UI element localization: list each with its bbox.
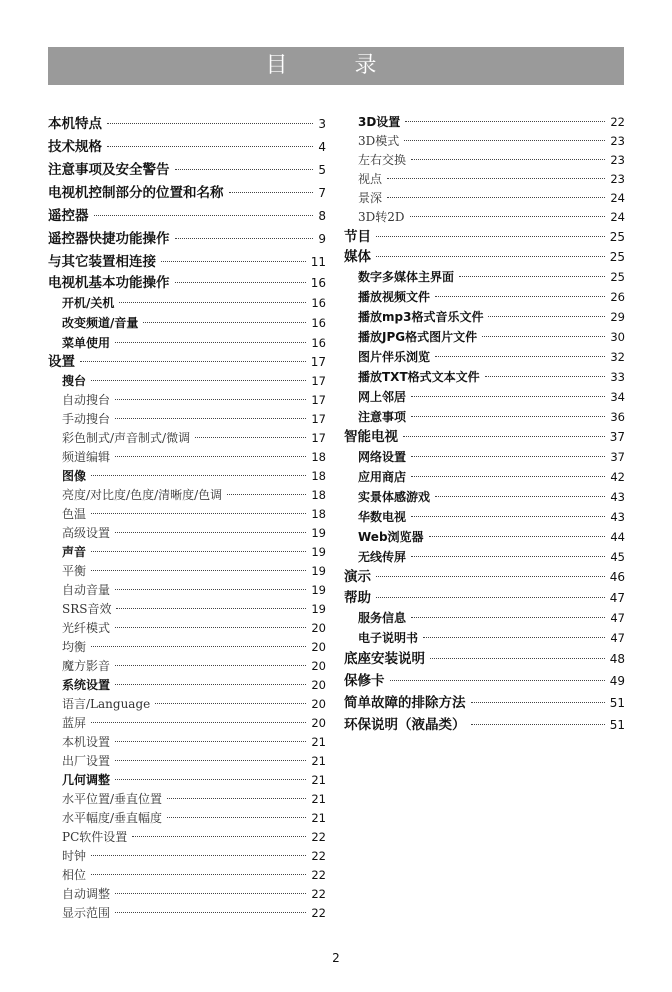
toc-entry-page: 20 [311,716,326,730]
toc-entry-page: 25 [609,230,625,244]
toc-entry-title: 改变频道/音量 [62,316,139,330]
toc-leader-dots [91,722,306,723]
toc-entry [344,628,625,648]
toc-leader-dots [376,597,605,598]
toc-entry [48,695,326,714]
toc-leader-dots [429,536,606,537]
toc-entry [48,809,326,828]
toc-entry-page: 11 [310,255,326,269]
toc-entry-title: 应用商店 [358,470,407,484]
toc-entry-page: 22 [311,887,326,901]
toc-entry-title: 几何调整 [62,773,111,787]
toc-leader-dots [115,893,306,894]
toc-entry-page: 42 [610,470,625,484]
toc-entry [48,182,326,205]
toc-entry [344,507,625,527]
toc-entry-title: 设置 [48,354,75,370]
toc-leader-dots [115,399,306,400]
toc-leader-dots [115,342,306,343]
toc-entry-page: 19 [311,583,326,597]
toc-entry-title: 光纤模式 [62,621,111,635]
toc-entry-page: 22 [311,868,326,882]
toc-entry-page: 22 [311,906,326,920]
toc-leader-dots [115,779,306,780]
toc-entry-page: 19 [311,545,326,559]
toc-entry-page: 34 [610,390,625,404]
toc-entry [344,347,625,367]
toc-entry [344,208,625,227]
toc-entry-title: 自动搜台 [62,393,111,407]
toc-entry-title: 本机特点 [48,116,102,132]
toc-entry [344,670,625,692]
toc-entry-title: 亮度/对比度/色度/清晰度/色调 [62,488,223,502]
toc-leader-dots [227,494,306,495]
toc-leader-dots [411,617,605,618]
toc-leader-dots [411,456,605,457]
toc-entry-title: 底座安装说明 [344,651,425,667]
toc-entry [48,274,326,293]
toc-leader-dots [376,256,605,257]
toc-entry [48,562,326,581]
toc-entry-title: 遥控器快捷功能操作 [48,231,170,247]
toc-entry [48,353,326,372]
toc-leader-dots [411,396,605,397]
toc-entry-page: 18 [311,488,326,502]
toc-entry-title: 均衡 [62,640,87,654]
toc-leader-dots [435,356,605,357]
toc-entry [48,136,326,159]
toc-entry-title: 声音 [62,545,87,559]
toc-entry-page: 20 [311,640,326,654]
toc-entry-page: 22 [610,115,625,129]
toc-entry [344,227,625,248]
toc-entry-title: 出厂设置 [62,754,111,768]
toc-entry-page: 30 [610,330,625,344]
toc-entry-page: 16 [311,296,326,310]
toc-title-banner: 目 录 [48,47,624,85]
toc-entry-page: 19 [311,602,326,616]
toc-entry [48,313,326,333]
toc-entry-page: 49 [609,674,625,688]
toc-leader-dots [482,336,605,337]
toc-entry-title: 环保说明（液晶类） [344,717,466,733]
toc-entry-title: 与其它装置相连接 [48,254,156,270]
toc-entry [48,885,326,904]
toc-leader-dots [91,646,306,647]
toc-entry [48,543,326,562]
toc-entry-title: 注意事项及安全警告 [48,162,170,178]
toc-entry [344,407,625,427]
toc-leader-dots [410,216,606,217]
toc-leader-dots [411,556,605,557]
toc-entry-page: 4 [318,140,326,154]
toc-entry-page: 21 [311,811,326,825]
toc-entry [48,251,326,274]
toc-entry-page: 24 [610,191,625,205]
toc-entry-title: 图像 [62,469,87,483]
toc-entry [344,447,625,467]
toc-entry-page: 47 [609,591,625,605]
toc-leader-dots [91,475,306,476]
toc-leader-dots [411,516,605,517]
toc-entry [48,828,326,847]
toc-entry-page: 47 [610,631,625,645]
toc-entry-page: 17 [311,412,326,426]
toc-entry-page: 3 [318,117,326,131]
toc-entry-title: 系统设置 [62,678,111,692]
toc-entry-title: 语言/Language [62,697,151,711]
toc-entry [48,505,326,524]
toc-entry-page: 19 [311,526,326,540]
toc-leader-dots [423,637,605,638]
toc-leader-dots [115,418,306,419]
toc-entry-title: 电视机基本功能操作 [48,275,170,291]
toc-entry [48,524,326,543]
toc-entry-page: 9 [318,232,326,246]
toc-entry-page: 37 [609,430,625,444]
toc-entry [344,588,625,608]
toc-leader-dots [116,608,306,609]
toc-entry-title: 网络设置 [358,450,407,464]
toc-leader-dots [376,236,605,237]
toc-entry-title: 水平位置/垂直位置 [62,792,163,806]
toc-entry-title: 视点 [358,172,383,186]
toc-entry-title: 播放mp3格式音乐文件 [358,310,484,324]
toc-leader-dots [91,380,306,381]
toc-leader-dots [471,702,605,703]
toc-entry-title: 景深 [358,191,383,205]
toc-leader-dots [143,322,306,323]
toc-leader-dots [94,215,314,216]
toc-entry-page: 43 [610,510,625,524]
toc-entry-page: 5 [318,163,326,177]
toc-entry-page: 23 [610,153,625,167]
toc-entry-title: 时钟 [62,849,87,863]
toc-entry-title: 电子说明书 [358,631,419,645]
toc-entry-title: 自动音量 [62,583,111,597]
toc-entry [48,333,326,353]
toc-leader-dots [459,276,605,277]
toc-entry [48,293,326,313]
toc-leader-dots [161,261,306,262]
toc-column-right [344,113,625,736]
toc-entry [48,676,326,695]
toc-entry [48,866,326,885]
toc-entry-title: 播放视频文件 [358,290,431,304]
toc-leader-dots [91,551,306,552]
toc-entry-page: 25 [609,250,625,264]
toc-entry [48,790,326,809]
toc-entry [344,608,625,628]
toc-leader-dots [175,169,314,170]
toc-entry-page: 26 [610,290,625,304]
toc-leader-dots [107,123,313,124]
toc-entry [48,391,326,410]
toc-entry-title: 自动调整 [62,887,111,901]
toc-entry [48,733,326,752]
toc-entry [48,113,326,136]
toc-entry [344,287,625,307]
toc-entry-title: 遥控器 [48,208,89,224]
toc-entry-title: 显示范围 [62,906,111,920]
toc-leader-dots [115,627,306,628]
toc-entry [344,527,625,547]
toc-entry [344,170,625,189]
toc-leader-dots [485,376,606,377]
toc-entry-page: 24 [610,210,625,224]
toc-entry-title: 开机/关机 [62,296,115,310]
toc-entry-title: 媒体 [344,249,371,265]
toc-entry-page: 29 [610,310,625,324]
toc-entry-title: 3D设置 [358,115,401,129]
toc-entry [48,467,326,486]
toc-entry-title: 频道编辑 [62,450,111,464]
toc-entry-page: 20 [311,697,326,711]
toc-entry-title: 服务信息 [358,611,407,625]
toc-entry [48,600,326,619]
toc-entry [48,486,326,505]
toc-entry-page: 21 [311,754,326,768]
toc-entry-page: 19 [311,564,326,578]
toc-entry [48,771,326,790]
toc-entry [48,904,326,923]
toc-entry-title: 节目 [344,229,371,245]
toc-entry [48,657,326,676]
toc-entry-page: 36 [610,410,625,424]
toc-entry [48,714,326,733]
toc-entry-page: 17 [310,355,326,369]
toc-entry-title: 播放JPG格式图片文件 [358,330,478,344]
toc-leader-dots [229,192,314,193]
toc-entry-title: 数字多媒体主界面 [358,270,455,284]
toc-entry-title: 左右交换 [358,153,407,167]
toc-entry [48,228,326,251]
toc-entry-page: 20 [311,678,326,692]
toc-leader-dots [175,238,314,239]
toc-entry [48,159,326,182]
toc-entry-title: 无线传屏 [358,550,407,564]
toc-leader-dots [405,121,605,122]
toc-entry [344,132,625,151]
toc-leader-dots [119,302,306,303]
toc-leader-dots [115,684,306,685]
toc-entry-page: 32 [610,350,625,364]
toc-entry-title: 手动搜台 [62,412,111,426]
toc-entry-title: 蓝屏 [62,716,87,730]
toc-entry [48,372,326,391]
toc-leader-dots [376,576,605,577]
toc-leader-dots [155,703,306,704]
toc-entry [48,847,326,866]
toc-entry-title: 图片伴乐浏览 [358,350,431,364]
toc-entry [344,547,625,567]
toc-entry-title: 高级设置 [62,526,111,540]
toc-entry-title: 播放TXT格式文本文件 [358,370,480,384]
toc-leader-dots [91,570,306,571]
toc-leader-dots [115,741,306,742]
toc-entry-title: 简单故障的排除方法 [344,695,466,711]
toc-entry-title: 3D模式 [358,134,400,148]
toc-leader-dots [435,296,605,297]
toc-entry [344,327,625,347]
toc-entry-page: 8 [318,209,326,223]
toc-leader-dots [115,456,306,457]
toc-entry-title: SRS音效 [62,602,112,616]
toc-entry [344,189,625,208]
toc-entry-page: 21 [311,773,326,787]
toc-leader-dots [387,178,605,179]
toc-entry-title: 帮助 [344,590,371,606]
toc-leader-dots [132,836,306,837]
toc-leader-dots [195,437,306,438]
toc-entry [344,648,625,670]
toc-entry-title: 魔方影音 [62,659,111,673]
toc-entry-page: 37 [610,450,625,464]
toc-leader-dots [91,513,306,514]
toc-entry-page: 22 [311,830,326,844]
toc-entry-title: 平衡 [62,564,87,578]
toc-entry [48,205,326,228]
toc-entry [344,487,625,507]
toc-entry-title: 3D转2D [358,210,405,224]
toc-leader-dots [175,282,306,283]
toc-entry-title: 相位 [62,868,87,882]
toc-entry-page: 20 [311,659,326,673]
toc-entry-page: 21 [311,735,326,749]
toc-entry-title: 搜台 [62,374,87,388]
toc-entry-title: Web浏览器 [358,530,424,544]
toc-leader-dots [403,436,605,437]
toc-leader-dots [167,817,306,818]
toc-entry-page: 25 [610,270,625,284]
toc-leader-dots [488,316,605,317]
toc-entry-page: 22 [311,849,326,863]
toc-entry-page: 44 [610,530,625,544]
toc-leader-dots [435,496,605,497]
toc-entry [344,267,625,287]
toc-entry-title: 色温 [62,507,87,521]
toc-entry [344,692,625,714]
toc-entry-page: 16 [311,336,326,350]
toc-column-left [48,113,326,923]
toc-entry-title: 水平幅度/垂直幅度 [62,811,163,825]
toc-entry [344,427,625,447]
toc-leader-dots [91,855,306,856]
toc-leader-dots [411,476,605,477]
toc-entry [344,714,625,736]
toc-entry-page: 18 [311,469,326,483]
toc-entry-title: 电视机控制部分的位置和名称 [48,185,224,201]
toc-leader-dots [91,874,306,875]
toc-leader-dots [107,146,313,147]
page-number: 2 [332,951,340,965]
toc-entry-page: 7 [318,186,326,200]
toc-leader-dots [387,197,605,198]
toc-leader-dots [80,361,306,362]
toc-entry-title: 演示 [344,569,371,585]
toc-leader-dots [430,658,605,659]
toc-entry-title: 技术规格 [48,139,102,155]
toc-leader-dots [411,416,605,417]
toc-leader-dots [390,680,605,681]
toc-entry [48,619,326,638]
toc-entry-page: 21 [311,792,326,806]
toc-leader-dots [167,798,306,799]
toc-entry [48,429,326,448]
toc-leader-dots [404,140,605,141]
toc-entry-page: 46 [609,570,625,584]
toc-entry-title: 保修卡 [344,673,385,689]
toc-leader-dots [115,912,306,913]
toc-entry-page: 47 [610,611,625,625]
toc-entry-title: 智能电视 [344,429,398,445]
toc-entry-page: 17 [311,431,326,445]
toc-leader-dots [411,159,605,160]
toc-entry-title: PC软件设置 [62,830,128,844]
toc-entry-title: 实景体感游戏 [358,490,431,504]
toc-entry [344,567,625,588]
toc-entry [344,367,625,387]
toc-entry-page: 17 [311,393,326,407]
toc-leader-dots [115,760,306,761]
toc-entry [48,410,326,429]
toc-entry-page: 33 [610,370,625,384]
toc-entry [344,387,625,407]
toc-entry [344,307,625,327]
toc-entry-page: 18 [311,507,326,521]
toc-entry-page: 20 [311,621,326,635]
toc-entry-title: 菜单使用 [62,336,111,350]
toc-entry-title: 本机设置 [62,735,111,749]
toc-entry-page: 45 [610,550,625,564]
toc-entry [48,581,326,600]
toc-entry-page: 17 [311,374,326,388]
toc-entry-title: 注意事项 [358,410,407,424]
toc-entry [48,752,326,771]
toc-entry [344,113,625,132]
toc-entry-page: 48 [609,652,625,666]
toc-entry [48,448,326,467]
toc-entry-page: 51 [609,718,625,732]
toc-entry [48,638,326,657]
toc-leader-dots [115,665,306,666]
toc-leader-dots [115,532,306,533]
toc-entry-title: 网上邻居 [358,390,407,404]
toc-entry [344,151,625,170]
toc-entry-page: 43 [610,490,625,504]
toc-entry-title: 华数电视 [358,510,407,524]
toc-entry [344,248,625,267]
toc-entry-page: 51 [609,696,625,710]
toc-entry-page: 16 [310,276,326,290]
toc-entry-page: 23 [610,134,625,148]
toc-leader-dots [115,589,306,590]
toc-entry [344,467,625,487]
toc-entry-page: 18 [311,450,326,464]
toc-entry-page: 16 [311,316,326,330]
toc-leader-dots [471,724,605,725]
toc-entry-page: 23 [610,172,625,186]
toc-entry-title: 彩色制式/声音制式/微调 [62,431,191,445]
